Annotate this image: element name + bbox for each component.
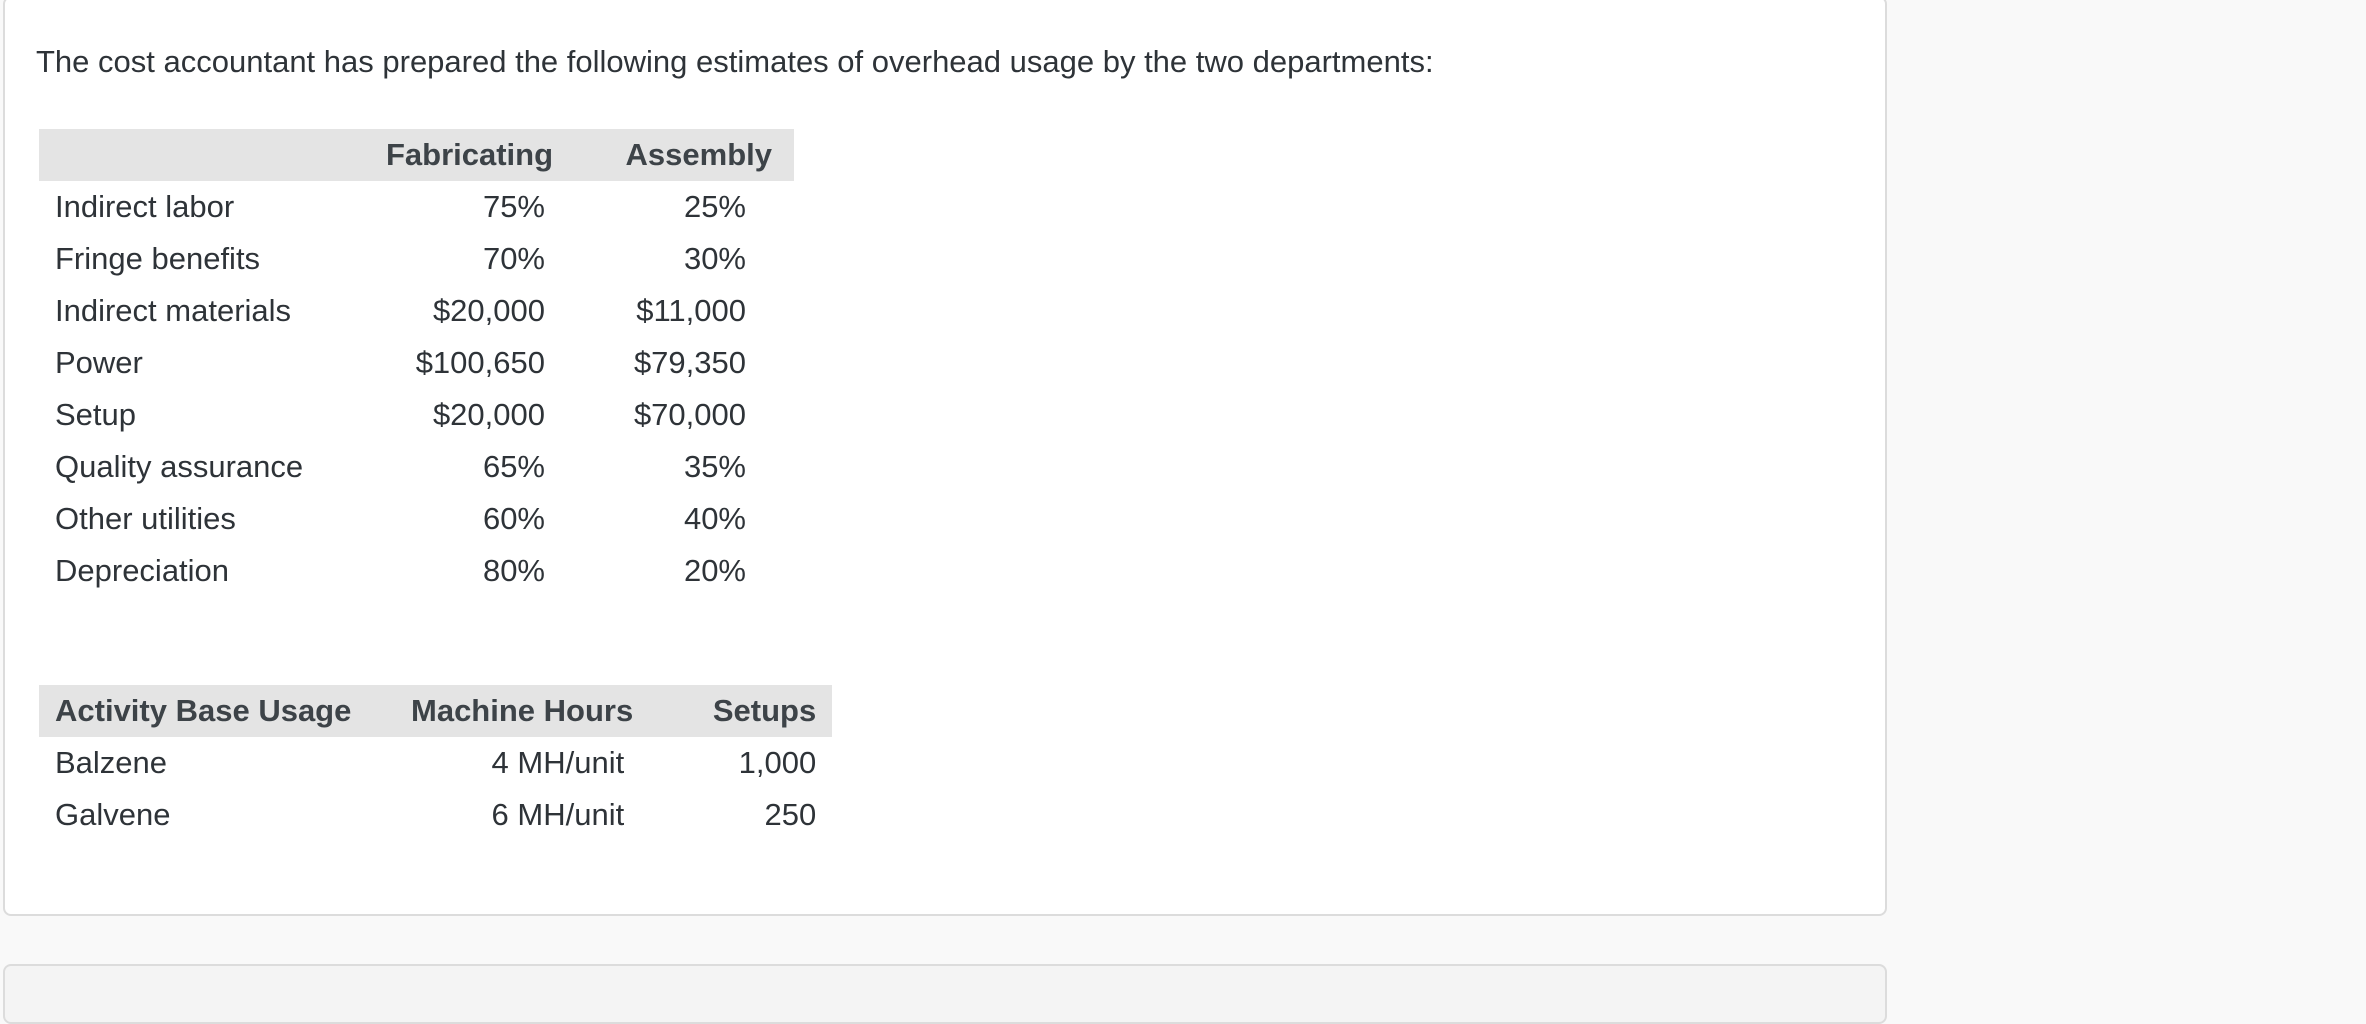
table-row (39, 233, 794, 285)
table-row (39, 789, 832, 841)
intro-text: The cost accountant has prepared the following estimates of overhead usage by the two departments: (36, 44, 1434, 79)
table-header-row (39, 685, 832, 737)
row-label: Fringe benefits (55, 241, 261, 276)
row-label: Setup (55, 397, 137, 432)
row-label: Power (55, 345, 143, 380)
setups-value: 250 (764, 797, 817, 832)
table-row (39, 389, 794, 441)
fabricating-value: $20,000 (432, 397, 545, 432)
fabricating-value: 80% (482, 553, 545, 588)
row-label: Depreciation (55, 553, 230, 588)
row-label: Other utilities (55, 501, 236, 536)
row-label: Quality assurance (55, 449, 304, 484)
fabricating-value: $100,650 (415, 345, 545, 380)
row-label: Galvene (55, 797, 171, 832)
table-header-row (39, 129, 794, 181)
fabricating-value: 70% (482, 241, 545, 276)
table-row (39, 441, 794, 493)
fabricating-value: 65% (482, 449, 545, 484)
table-row (39, 737, 832, 789)
assembly-value: $79,350 (633, 345, 746, 380)
table-row (39, 285, 794, 337)
assembly-value: 20% (683, 553, 746, 588)
assembly-value: 35% (683, 449, 746, 484)
assembly-value: $11,000 (636, 293, 746, 328)
fabricating-value: $20,000 (432, 293, 545, 328)
machine-hours-value: 4 MH/unit (491, 745, 625, 780)
fabricating-value: 60% (482, 501, 545, 536)
machine-hours-value: 6 MH/unit (491, 797, 625, 832)
overhead-usage-table (39, 129, 794, 597)
assembly-value: 40% (683, 501, 746, 536)
table-row (39, 493, 794, 545)
column-header-activity-base-usage: Activity Base Usage (55, 693, 352, 728)
row-label: Balzene (55, 745, 168, 780)
column-header-machine-hours: Machine Hours (411, 693, 634, 728)
table-row (39, 181, 794, 233)
assembly-value: 30% (683, 241, 746, 276)
table-row (39, 545, 794, 597)
next-card (3, 964, 1887, 1024)
row-label: Indirect materials (55, 293, 292, 328)
assembly-value: $70,000 (633, 397, 746, 432)
column-header-fabricating: Fabricating (385, 137, 554, 172)
setups-value: 1,000 (738, 745, 817, 780)
column-header-assembly: Assembly (625, 137, 772, 172)
column-header-blank (39, 129, 362, 181)
table-row (39, 337, 794, 389)
activity-base-usage-table (39, 685, 832, 841)
assembly-value: 25% (683, 189, 746, 224)
question-card (3, 0, 1887, 916)
row-label: Indirect labor (55, 189, 235, 224)
column-header-setups: Setups (712, 693, 817, 728)
fabricating-value: 75% (482, 189, 545, 224)
